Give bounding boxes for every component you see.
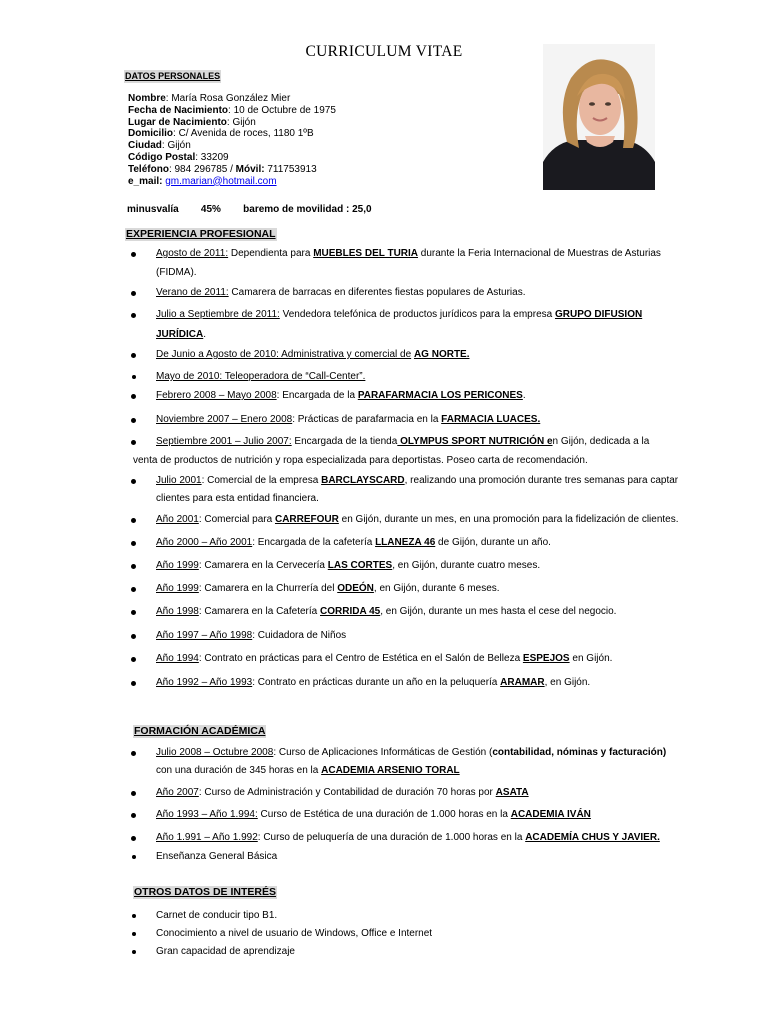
item-highlight: ARAMAR [500,677,545,688]
item-text: Dependienta para [228,248,314,259]
list-item [156,829,660,847]
section-heading-other: OTROS DATOS DE INTERÉS [134,886,276,898]
item-text: : Camarera en la Cervecería [198,560,328,571]
item-text: con una duración de 345 horas en la [156,765,322,776]
item-highlight: LLANEZA 46 [375,537,436,548]
list-item [156,433,649,451]
bullet-icon [131,634,136,639]
list-item [156,306,642,324]
list-item [156,245,661,263]
label-lugar: Lugar de Nacimiento [128,116,227,128]
list-item [156,472,678,490]
bullet-icon [131,564,136,569]
list-item [156,580,500,598]
label-telefono: Teléfono [128,163,169,175]
label-cp: Código Postal [128,151,196,163]
list-item-continuation [156,326,206,344]
item-text: Encargada de la tienda [291,436,398,447]
item-text: : Comercial de la empresa [201,475,322,486]
personal-info [128,93,336,187]
bullet-icon [131,610,136,615]
list-item [156,534,551,552]
item-date: Año 1993 – Año 1.994: [156,809,258,820]
bullet-icon [131,681,136,686]
list-item [156,848,277,866]
item-highlight: CARREFOUR [274,514,339,525]
value-movil: 711753913 [264,163,317,175]
item-highlight: LAS CORTES [327,560,393,571]
item-text: : Encargada de la [276,390,358,401]
bullet-icon [132,855,136,859]
item-highlight: FARMACIA LUACES. [441,414,541,425]
value-cp: : 33209 [195,151,229,163]
list-item [156,784,529,802]
item-date: Año 1998 [156,606,199,617]
label-ciudad: Ciudad [128,140,162,152]
bullet-icon [131,587,136,592]
list-item-continuation [133,452,588,470]
item-text: de Gijón, durante un año. [435,537,551,548]
item-date: Septiembre 2001 – Julio 2007: [156,436,292,447]
item-date: Año 1994 [156,653,199,664]
item-text: : Contrato en prácticas para el Centro de Estética en el Salón de Belleza [198,653,523,664]
bullet-icon [132,932,136,936]
item-highlight: ESPEJOS [522,653,570,664]
item-date: Julio 2001 [156,475,202,486]
item-text: : Curso de peluquería de una duración de 1.000 horas en la [257,832,526,843]
item-date: Mayo de 2010: Teleoperadora de “Call-Center”. [156,371,366,382]
value-nombre: : María Rosa González Mier [165,93,291,104]
value-telefono: : 984 296785 / [168,163,236,175]
item-date: Año 2007 [156,787,199,798]
item-text: venta de productos de nutrición y ropa especializada para deportistas. Poseo carta de recomendación. [133,455,588,466]
bullet-icon [131,291,136,296]
item-text: Carnet de conducir tipo B1. [156,910,278,921]
bullet-icon [131,791,136,796]
item-text: : Prácticas de parafarmacia en la [292,414,442,425]
label-domicilio: Domicilio [128,128,174,140]
item-highlight: OLYMPUS SPORT NUTRICIÓN e [397,436,553,447]
label-email: e_mail: [128,175,163,187]
item-date: Agosto de 2011: [156,248,229,259]
list-item [156,368,365,386]
value-fecha: : 10 de Octubre de 1975 [228,104,336,116]
list-item [156,346,470,364]
list-item [156,744,666,762]
value-ciudad: : Gijón [161,140,191,152]
item-date: Año 1992 – Año 1993 [156,677,253,688]
bullet-icon [132,950,136,954]
item-highlight: MUEBLES DEL TURIA [313,248,419,259]
value-domicilio: : C/ Avenida de roces, 1180 1ºB [173,128,314,140]
bullet-icon [131,440,136,445]
item-date: Verano de 2011: [156,287,229,298]
item-text: : Camarera en la Cafetería [198,606,320,617]
item-text: en Gijón. [569,653,613,664]
list-item [156,557,540,575]
section-heading-personal: DATOS PERSONALES [125,71,221,81]
section-heading-education: FORMACIÓN ACADÉMICA [134,725,266,737]
list-item-continuation [156,490,319,508]
item-text: : Cuidadora de Niños [252,630,347,641]
bullet-icon [131,394,136,399]
portrait-image [543,44,655,190]
bullet-icon [131,479,136,484]
item-highlight: ACADEMIA ARSENIO TORAL [321,765,460,776]
item-text: clientes para esta entidad financiera. [156,493,319,504]
list-item [156,674,590,692]
bullet-icon [132,375,136,379]
item-date: Año 2001 [156,514,199,525]
list-item [156,943,295,961]
item-text: durante la Feria Internacional de Muestras de Asturias [418,248,661,259]
list-item [156,907,277,925]
item-date: Febrero 2008 – Mayo 2008 [156,390,277,401]
bullet-icon [131,541,136,546]
item-text: : Curso de Aplicaciones Informáticas de Gestión ( [273,747,493,758]
list-item [156,925,432,943]
item-text: : Encargada de la cafetería [252,537,376,548]
item-date: Año 2000 – Año 2001 [156,537,253,548]
bullet-icon [131,751,136,756]
profile-photo [543,44,655,190]
item-text: : Contrato en prácticas durante un año en la peluquería [252,677,501,688]
item-date: Año 1999 [156,560,199,571]
item-text: Gran capacidad de aprendizaje [156,946,295,957]
item-highlight: ACADEMÍA CHUS Y JAVIER. [525,832,660,843]
item-text: Vendedora telefónica de productos jurídicos para la empresa [279,309,555,320]
bullet-icon [131,813,136,818]
item-date: Año 1999 [156,583,199,594]
item-date: De Junio a Agosto de 2010: Administrativa y comercial de [156,349,412,360]
list-item [156,650,612,668]
item-highlight: BARCLAYSCARD [321,475,405,486]
bullet-icon [131,836,136,841]
item-text: , realizando una promoción durante tres semanas para captar [404,475,679,486]
item-date: Julio 2008 – Octubre 2008 [156,747,274,758]
item-text: (FIDMA). [156,267,197,278]
list-item [156,511,679,529]
bullet-icon [131,418,136,423]
item-text: . [522,390,526,401]
item-text: : Comercial para [198,514,275,525]
item-highlight: PARAFARMACIA LOS PERICONES [357,390,523,401]
item-date: Año 1997 – Año 1998 [156,630,253,641]
bullet-icon [131,353,136,358]
item-text: . [203,329,207,340]
item-highlight: ASATA [495,787,529,798]
list-item [156,284,525,302]
list-item-continuation [156,762,460,780]
label-movil: Móvil: [235,163,265,175]
label-fecha: Fecha de Nacimiento [128,104,229,116]
item-text: Enseñanza General Básica [156,851,278,862]
item-highlight: GRUPO DIFUSION [554,309,643,320]
item-text: , en Gijón, durante cuatro meses. [392,560,541,571]
item-highlight: ACADEMIA IVÁN [510,809,591,820]
list-item [156,627,346,645]
item-text: : Curso de Administración y Contabilidad de duración 70 horas por [198,787,496,798]
item-date: Julio a Septiembre de 2011: [156,309,280,320]
item-text: , en Gijón. [544,677,591,688]
item-highlight: contabilidad, nóminas y facturación) [492,747,667,758]
section-heading-experience: EXPERIENCIA PROFESIONAL [126,228,276,240]
bullet-icon [131,313,136,318]
item-text: en Gijón, durante un mes, en una promoción para la fidelización de clientes. [338,514,679,525]
list-item [156,806,591,824]
bullet-icon [131,518,136,523]
item-highlight: CORRIDA 45 [320,606,381,617]
minusvalia-info: minusvalía 45% baremo de movilidad : 25,0 [127,204,372,215]
bullet-icon [131,252,136,257]
item-highlight: ODEÓN [337,583,374,594]
value-lugar: : Gijón [226,116,256,128]
list-item [156,387,526,405]
item-text: : Camarera en la Churrería del [198,583,338,594]
item-text: Camarera de barracas en diferentes fiestas populares de Asturias. [228,287,526,298]
item-text: Conocimiento a nivel de usuario de Windows, Office e Internet [156,928,433,939]
list-item [156,411,540,429]
list-item-continuation [156,264,197,282]
label-nombre: Nombre [128,93,166,104]
item-text: , en Gijón, durante un mes hasta el cese del negocio. [380,606,617,617]
item-date: Año 1.991 – Año 1.992 [156,832,258,843]
item-text: Curso de Estética de una duración de 1.000 horas en la [257,809,511,820]
item-text: n Gijón, dedicada a la [552,436,650,447]
email-link[interactable]: gm.marian@hotmail.com [165,175,277,187]
item-date: Noviembre 2007 – Enero 2008 [156,414,293,425]
bullet-icon [131,657,136,662]
item-highlight: JURÍDICA [156,329,204,340]
document-title: CURRICULUM VITAE [305,43,463,60]
item-highlight: AG NORTE. [413,349,470,360]
item-text: , en Gijón, durante 6 meses. [373,583,500,594]
bullet-icon [132,914,136,918]
list-item [156,603,616,621]
